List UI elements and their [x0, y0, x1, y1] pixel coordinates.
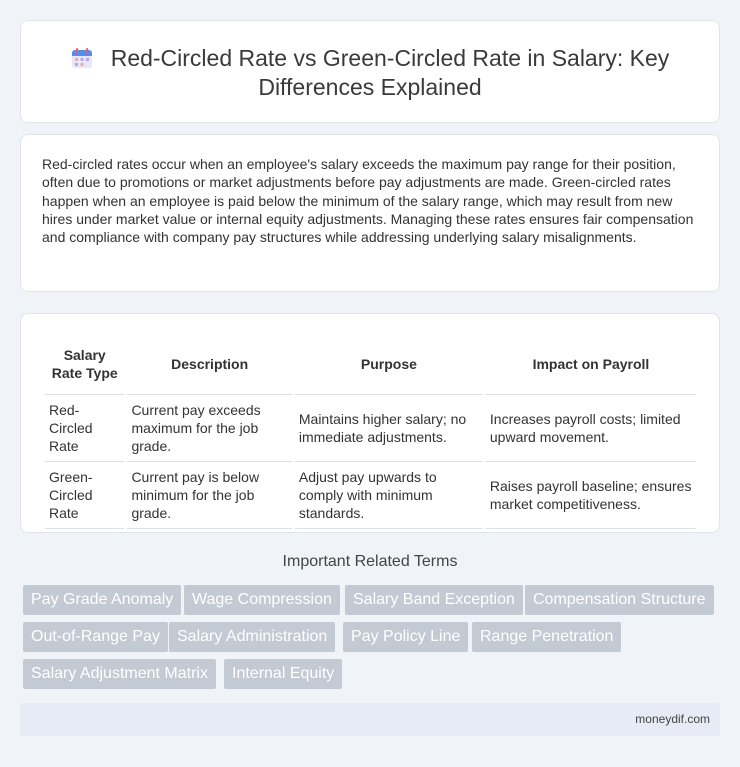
header-impact: Impact on Payroll: [486, 333, 696, 395]
header-description: Description: [127, 333, 291, 395]
comparison-table: [42, 333, 699, 529]
table-row: [45, 395, 696, 462]
intro-card: [20, 134, 720, 292]
related-term-tag[interactable]: Out-of-Range Pay: [23, 622, 168, 652]
footer-site[interactable]: moneydif.com: [635, 712, 710, 726]
related-term-tag[interactable]: Salary Adjustment Matrix: [23, 659, 216, 689]
cell-purpose: Adjust pay upwards to comply with minimum standards.: [295, 462, 483, 529]
related-term-tag[interactable]: Internal Equity: [224, 659, 342, 689]
intro-paragraph: Red-circled rates occur when an employee's salary exceeds the maximum pay range for their position, often due to promotions or market adjustments before pay adjustments are made. Green-circled rates happen when an employee is paid below the minimum of the salary range, which may result from new hires under market value or internal equity adjustments. Managing these rates ensures fair compensation and compliance with company pay structures while addressing underlying salary misalignments.: [42, 156, 694, 246]
cell-rate-type: Green-Circled Rate: [45, 462, 124, 529]
header-purpose: Purpose: [295, 333, 483, 395]
title-text: Red-Circled Rate vs Green-Circled Rate in Salary: Key Differences Explained: [110, 45, 670, 100]
cell-impact: Increases payroll costs; limited upward movement.: [486, 395, 696, 462]
table-row: [45, 462, 696, 529]
related-term-tag[interactable]: Salary Administration: [169, 622, 335, 652]
title-card: [20, 20, 720, 123]
cell-purpose: Maintains higher salary; no immediate adjustments.: [295, 395, 483, 462]
related-term-tag[interactable]: Range Penetration: [472, 622, 621, 652]
related-term-tag[interactable]: Pay Grade Anomaly: [23, 585, 181, 615]
related-term-tag[interactable]: Wage Compression: [184, 585, 340, 615]
related-term-tag[interactable]: Compensation Structure: [525, 585, 714, 615]
table-header-row: [45, 333, 696, 395]
cell-description: Current pay is below minimum for the job grade.: [127, 462, 291, 529]
footer: [20, 703, 720, 736]
header-rate-type: Salary Rate Type: [45, 333, 124, 395]
related-terms-heading: Important Related Terms: [282, 553, 458, 570]
cell-impact: Raises payroll baseline; ensures market competitiveness.: [486, 462, 696, 529]
cell-rate-type: Red-Circled Rate: [45, 395, 124, 462]
related-term-tag[interactable]: Salary Band Exception: [345, 585, 523, 615]
page-title: [21, 44, 719, 102]
cell-description: Current pay exceeds maximum for the job grade.: [127, 395, 291, 462]
calendar-icon: [71, 47, 93, 69]
comparison-table-card: [20, 313, 720, 533]
related-term-tag[interactable]: Pay Policy Line: [343, 622, 468, 652]
